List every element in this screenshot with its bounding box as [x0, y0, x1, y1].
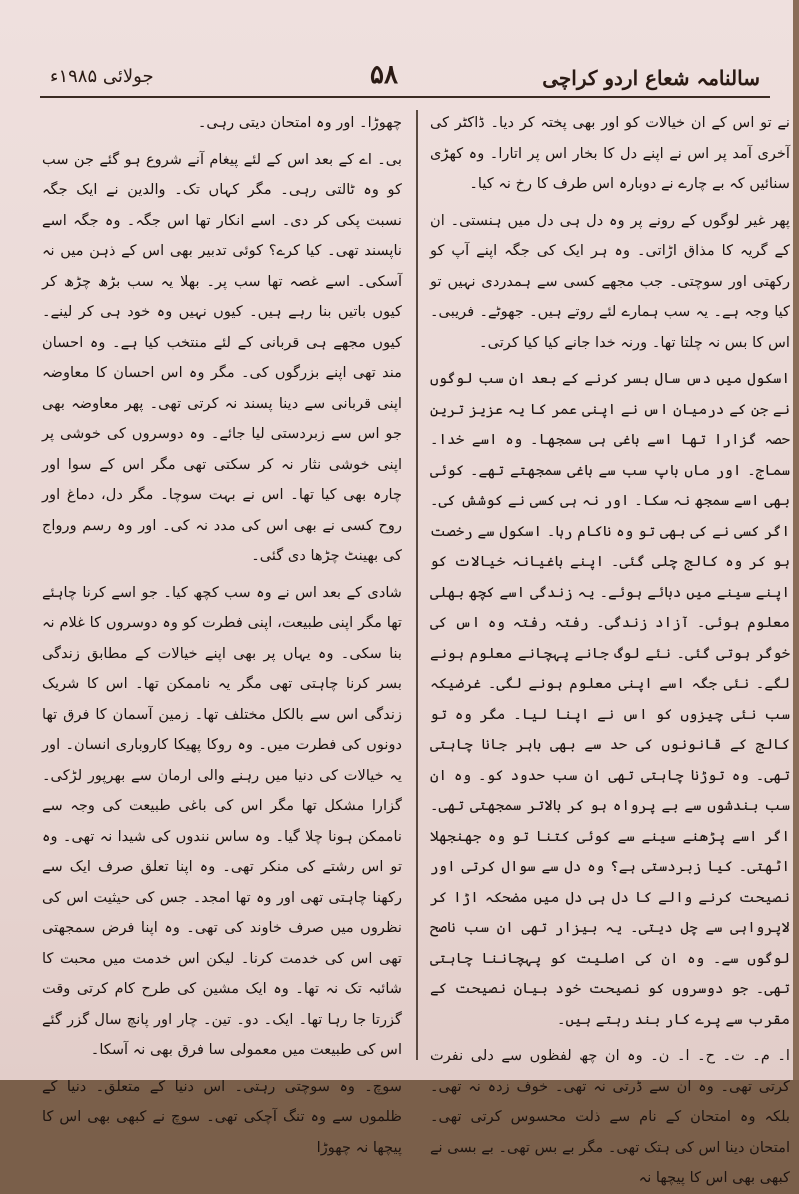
left-column [42, 108, 402, 1156]
paragraph: پھر غیر لوگوں کے رونے پر وہ دل ہی دل میں ہنستی۔ ان کے گریہ کا مذاق اڑاتی۔ وہ ہر ایک کی جگہ اپنے آپ کو رکھتی اور سوچتی۔ جب مجھے کسی سے ہمدردی نہیں تو کیا وجہ ہے۔ یہ سب ہمارے لئے روتے ہیں۔ جھوٹے۔ فریبی۔ اس کا بس نہ چلتا تھا۔ ورنہ خدا جانے کیا کیا کرتی۔ [430, 211, 790, 351]
paragraph: شادی کے بعد اس نے وہ سب کچھ کیا۔ جو اسے کرنا چاہئے تھا مگر اپنی طبیعت، اپنی فطرت کو وہ دوسروں کا غلام نہ بنا سکی۔ وہ یہاں پر بھی اپنے خیالات کے مطابق زندگی بسر کرنا چاہتی تھی مگر یہ ناممکن تھا۔ اس کا شریک زندگی اس سے بالکل مختلف تھا۔ زمین آسمان کا فرق تھا دونوں کی فطرت میں۔ وہ روکا پھیکا کاروباری انسان۔ اور یہ خیالات کی دنیا میں رہنے والی ارمان سے بھرپور لڑکی۔ گزارا مشکل تھا مگر اس کی باغی طبیعت کی وجہ سے ناممکن ہونا چلا گیا۔ وہ ساس نندوں کی شیدا نہ تھی۔ وہ تو اس رشتے کی منکر تھی۔ وہ اپنا تعلق صرف ایک سے رکھنا چاہتی تھی اور وہ تھا امجد۔ جس کی حیثیت اس کی نظروں میں صرف خاوند کی تھی۔ وہ اپنا فرض سمجھتی تھی اس کی خدمت کرنا۔ لیکن اس خدمت میں محبت کا شائبہ تک نہ تھا۔ وہ ایک مشین کی طرح کام کرتی وقت گزرتا جا رہا تھا۔ ایک۔ دو۔ تین۔ چار اور پانچ سال گزر گئے اس کی طبیعت میں معمولی سا فرق بھی نہ آسکا۔ [42, 583, 402, 1058]
paragraph: چھوڑا۔ اور وہ امتحان دیتی رہی۔ [197, 114, 402, 131]
paragraph: سوچ۔ وہ سوچتی رہتی۔ اس دنیا کے متعلق۔ دنیا کے ظلموں سے وہ تنگ آچکی تھی۔ سوچ نے کبھی بھی اس کا پیچھا نہ چھوڑا [42, 1077, 402, 1156]
page-number: ۵۸ [370, 60, 398, 90]
issue-date: جولائی ۱۹۸۵ء [50, 66, 154, 87]
journal-title: سالنامہ شعاع اردو کراچی [542, 66, 760, 90]
paragraph: بی۔ اے کے بعد اس کے لئے پیغام آنے شروع ہو گئے جن سب کو وہ ٹالتی رہی۔ مگر کہاں تک۔ والدین نے ایک جگہ نسبت پکی کر دی۔ اسے انکار تھا اس جگہ۔ وہ جگہ اسے ناپسند تھی۔ کیا کرے؟ کوئی تدبیر بھی اس کے ذہن میں نہ آسکی۔ اسے غصہ تھا سب پر۔ بھلا یہ سب بڑھ چڑھ کر کیوں باتیں بنا رہے ہیں۔ کیوں نہیں وہ خود ہی کر لینے۔ کیوں مجھے ہی قربانی کے لئے منتخب کیا ہے۔ وہ احسان مند تھی اپنے بزرگوں کی۔ مگر وہ اس احسان کا معاوضہ اپنی قربانی سے دینا پسند نہ کرتی تھی۔ پھر معاوضہ بھی جو اس سے زبردستی لیا جائے۔ وہ دوسروں کی خوشی پر اپنی خوشی نثار نہ کر سکتی تھی مگر اس کے سوا اور چارہ بھی کیا تھا۔ اس نے بہت سوچا۔ مگر دل، دماغ اور روح کسی نے بھی اس کی مدد نہ کی۔ اور وہ رسم ورواج کی بھینٹ چڑھا دی گئی۔ [42, 150, 402, 564]
header-rule [40, 96, 770, 98]
paragraph: نے تو اس کے ان خیالات کو اور بھی پختہ کر دیا۔ ڈاکٹر کی آخری آمد پر اس نے اپنے دل کا بخار اس پر اتارا۔ وہ کھڑی سنائیں کہ بے چارے نے دوبارہ اس طرف کا رخ نہ کیا۔ [430, 114, 790, 192]
column-divider [416, 110, 418, 1060]
right-column [430, 108, 790, 1186]
paragraph: اسکول میں دس سال بسر کرنے کے بعد ان سب لوگوں نے جن کے درمیان اس نے اپنی عمر کا یہ عزیز ترین حصہ گزارا تھا اسے باغی ہی سمجھا۔ وہ اسے خدا۔ سماج۔ اور ماں باپ سب سے باغی سمجھتے تھے۔ کوئی بھی اسے سمجھ نہ سکا۔ اور نہ ہی کسی نے کوشش کی۔ اگر کسی نے کی بھی تو وہ ناکام رہا۔ اسکول سے رخصت ہو کر وہ کالج چلی گئی۔ اپنے باغیانہ خیالات کو اپنے سینے میں دبائے ہوئے۔ یہ زندگی اسے کچھ بھلی معلوم ہوئی۔ آزاد زندگی۔ رفتہ رفتہ وہ اس کی خوگر ہوتی گئی۔ نئے لوگ جانے پہچانے معلوم ہونے لگے۔ نئی جگہ اسے اپنی معلوم ہونے لگی۔ غرضیکہ سب نئی چیزوں کو اس نے اپنا لیا۔ مگر وہ تو کالج کے قانونوں کی حد سے بھی باہر جانا چاہتی تھی۔ وہ توڑنا چاہتی تھی ان سب حدود کو۔ وہ ان سب بندشوں سے بے پرواہ ہو کر بالاتر سمجھتی تھی۔ اگر اسے پڑھنے سینے سے کوئی کتنا تو وہ جھنجھلا اٹھتی۔ کیا زبردستی ہے؟ وہ دل سے سوال کرتی اور نصیحت کرنے والے کا دل ہی دل میں مضحکہ اڑا کر لاپرواہی سے چل دیتی۔ یہ بیزار تھی ان سب ناصح لوگوں سے۔ وہ ان کی اصلیت کو پہچاننا چاہتی تھی۔ جو دوسروں کو نصیحت خود بیان نصیحت کے مقرب سے پرے کار بند رہتے ہیں۔ [430, 370, 790, 1028]
page-header [30, 58, 770, 98]
paragraph: ا۔ م۔ ت۔ ح۔ ا۔ ن۔ وہ ان چھ لفظوں سے دلی نفرت کرتی تھی۔ وہ ان سے ڈرتی نہ تھی۔ خوف زدہ نہ تھی۔ بلکہ وہ امتحان کے نام سے ذلت محسوس کرتی تھی۔ امتحان دینا اس کی ہتک تھی۔ مگر بے بس تھی۔ بے بسی نے کبھی بھی اس کا پیچھا نہ [430, 1047, 790, 1186]
